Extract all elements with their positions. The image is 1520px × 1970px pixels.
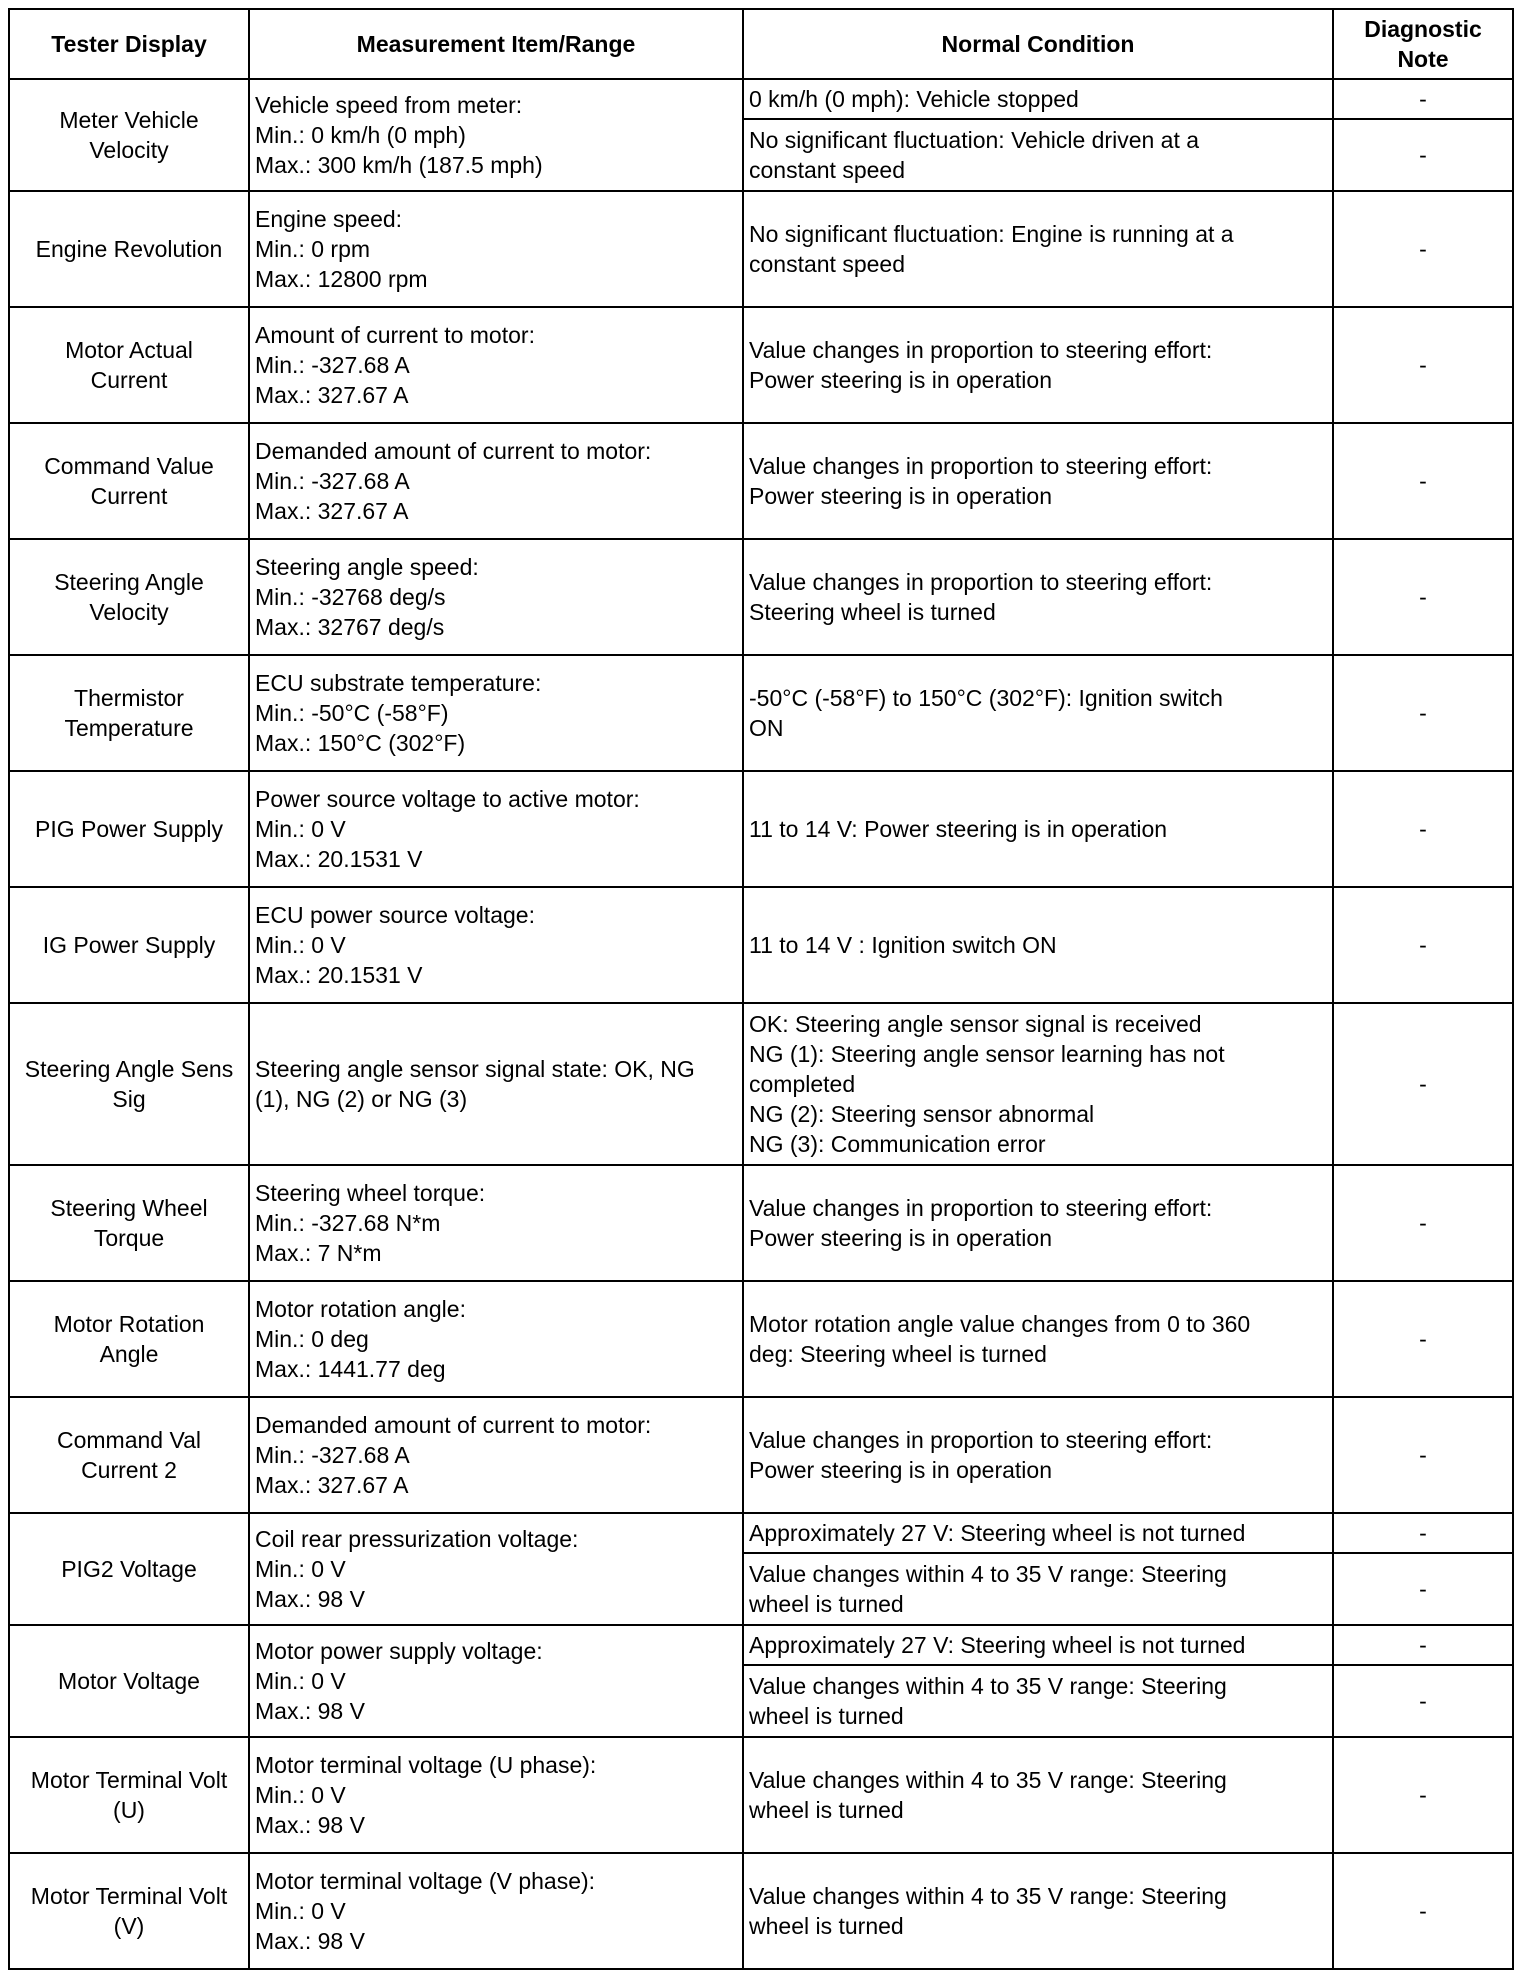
tester-display-line: Steering Wheel xyxy=(50,1195,208,1221)
measurement-line: Max.: 20.1531 V xyxy=(255,846,423,872)
table-row xyxy=(9,1513,1513,1553)
diagnostic-note-cell: - xyxy=(1333,1553,1513,1625)
diagnostic-note-cell: - xyxy=(1333,1665,1513,1737)
header-note-line: Note xyxy=(1397,46,1449,72)
condition-line: Approximately 27 V: Steering wheel is not turned xyxy=(749,1632,1246,1658)
measurement-line: Max.: 98 V xyxy=(255,1928,365,1954)
measurement-line: Demanded amount of current to motor: xyxy=(255,438,652,464)
diagnostic-note-cell: - xyxy=(1333,1397,1513,1513)
tester-display-cell xyxy=(9,1397,249,1513)
measurement-line: Min.: 0 V xyxy=(255,932,346,958)
tester-display-line: Current xyxy=(90,367,168,393)
tester-display-line: (U) xyxy=(113,1797,145,1823)
measurement-line: Min.: 0 V xyxy=(255,1668,346,1694)
condition-line: Power steering is in operation xyxy=(749,1225,1052,1251)
condition-line: Value changes in proportion to steering effort: xyxy=(749,569,1213,595)
measurement-line: Coil rear pressurization voltage: xyxy=(255,1526,579,1552)
condition-line: wheel is turned xyxy=(749,1797,904,1823)
condition-line: Value changes within 4 to 35 V range: Steering xyxy=(749,1883,1227,1909)
normal-condition-cell xyxy=(743,423,1333,539)
measurement-line: Engine speed: xyxy=(255,206,403,232)
measurement-line: Min.: 0 V xyxy=(255,816,346,842)
table-row xyxy=(9,1003,1513,1165)
tester-display-cell xyxy=(9,771,249,887)
tester-display-cell xyxy=(9,191,249,307)
measurement-cell xyxy=(249,887,743,1003)
normal-condition-cell xyxy=(743,1397,1333,1513)
condition-line: Power steering is in operation xyxy=(749,367,1052,393)
measurement-line: Max.: 98 V xyxy=(255,1812,365,1838)
tester-display-cell xyxy=(9,539,249,655)
normal-condition-cell xyxy=(743,1665,1333,1737)
table-row xyxy=(9,539,1513,655)
condition-line: NG (3): Communication error xyxy=(749,1131,1046,1157)
measurement-line: Min.: 0 km/h (0 mph) xyxy=(255,122,466,148)
measurement-line: Min.: -327.68 A xyxy=(255,352,410,378)
normal-condition-cell xyxy=(743,1165,1333,1281)
measurement-line: Min.: -50°C (-58°F) xyxy=(255,700,449,726)
diagnostic-note-cell: - xyxy=(1333,307,1513,423)
diagnostic-note-cell: - xyxy=(1333,119,1513,191)
measurement-line: Min.: 0 V xyxy=(255,1898,346,1924)
table-row xyxy=(9,771,1513,887)
table-row xyxy=(9,1281,1513,1397)
measurement-line: Demanded amount of current to motor: xyxy=(255,1412,652,1438)
measurement-line: ECU substrate temperature: xyxy=(255,670,542,696)
condition-line: wheel is turned xyxy=(749,1703,904,1729)
measurement-line: Vehicle speed from meter: xyxy=(255,92,523,118)
condition-line: completed xyxy=(749,1071,856,1097)
condition-line: wheel is turned xyxy=(749,1913,904,1939)
normal-condition-cell xyxy=(743,1625,1333,1665)
tester-display-line: Steering Angle Sens xyxy=(24,1056,234,1082)
measurement-line: Max.: 20.1531 V xyxy=(255,962,423,988)
measurement-cell xyxy=(249,1625,743,1737)
tester-display-line: Command Value xyxy=(44,453,214,479)
diagnostic-note-cell: - xyxy=(1333,1737,1513,1853)
normal-condition-cell xyxy=(743,1737,1333,1853)
measurement-line: Max.: 32767 deg/s xyxy=(255,614,445,640)
normal-condition-cell xyxy=(743,539,1333,655)
diagnostic-note-cell: - xyxy=(1333,1853,1513,1969)
normal-condition-cell xyxy=(743,1281,1333,1397)
tester-display-line: Current 2 xyxy=(81,1457,177,1483)
table-row xyxy=(9,655,1513,771)
condition-line: constant speed xyxy=(749,157,906,183)
tester-display-line: Command Val xyxy=(56,1427,202,1453)
tester-display-cell xyxy=(9,1737,249,1853)
tester-display-line: Current xyxy=(90,483,168,509)
tester-display-cell xyxy=(9,307,249,423)
measurement-line: Min.: 0 deg xyxy=(255,1326,369,1352)
tester-display-cell xyxy=(9,655,249,771)
tester-display-cell xyxy=(9,1003,249,1165)
condition-line: Value changes within 4 to 35 V range: Steering xyxy=(749,1767,1227,1793)
diagnostic-note-cell: - xyxy=(1333,887,1513,1003)
tester-display-cell xyxy=(9,1281,249,1397)
measurement-line: Min.: 0 V xyxy=(255,1782,346,1808)
normal-condition-cell xyxy=(743,307,1333,423)
tester-display-line: Sig xyxy=(112,1086,146,1112)
measurement-line: Max.: 7 N*m xyxy=(255,1240,382,1266)
measurement-line: Min.: -327.68 A xyxy=(255,468,410,494)
tester-display-line: (V) xyxy=(113,1913,145,1939)
condition-line: ON xyxy=(749,715,784,741)
header-note-line: Diagnostic xyxy=(1364,16,1482,42)
tester-display-line: Motor Voltage xyxy=(58,1668,200,1694)
header-measurement: Measurement Item/Range xyxy=(249,9,743,79)
header-row xyxy=(9,9,1513,79)
diagnostic-note-cell: - xyxy=(1333,1003,1513,1165)
tester-display-line: Velocity xyxy=(89,137,169,163)
measurement-line: Max.: 12800 rpm xyxy=(255,266,428,292)
normal-condition-cell xyxy=(743,655,1333,771)
condition-line: NG (2): Steering sensor abnormal xyxy=(749,1101,1095,1127)
measurement-line: Min.: 0 rpm xyxy=(255,236,371,262)
table-row xyxy=(9,1853,1513,1969)
diagnostic-note-cell: - xyxy=(1333,1165,1513,1281)
measurement-line: Steering wheel torque: xyxy=(255,1180,486,1206)
table-row xyxy=(9,1625,1513,1665)
tester-display-line: Engine Revolution xyxy=(35,236,223,262)
measurement-line: Amount of current to motor: xyxy=(255,322,535,348)
condition-line: Value changes in proportion to steering effort: xyxy=(749,1195,1213,1221)
tester-display-line: Steering Angle xyxy=(54,569,204,595)
tester-display-line: Meter Vehicle xyxy=(59,107,199,133)
tester-display-line: Angle xyxy=(99,1341,159,1367)
diagnostic-note-cell: - xyxy=(1333,1625,1513,1665)
condition-line: 11 to 14 V: Power steering is in operation xyxy=(749,816,1168,842)
condition-line: Value changes in proportion to steering effort: xyxy=(749,337,1213,363)
condition-line: 11 to 14 V : Ignition switch ON xyxy=(749,932,1057,958)
measurement-line: Min.: -327.68 N*m xyxy=(255,1210,441,1236)
condition-line: deg: Steering wheel is turned xyxy=(749,1341,1047,1367)
measurement-cell xyxy=(249,1165,743,1281)
normal-condition-cell xyxy=(743,1553,1333,1625)
tester-display-line: Motor Rotation xyxy=(53,1311,205,1337)
diagnostic-note-cell: - xyxy=(1333,655,1513,771)
measurement-line: Min.: 0 V xyxy=(255,1556,346,1582)
tester-display-cell xyxy=(9,79,249,191)
tester-display-line: Thermistor xyxy=(74,685,184,711)
measurement-cell xyxy=(249,1737,743,1853)
measurement-line: Motor terminal voltage (V phase): xyxy=(255,1868,596,1894)
table-row xyxy=(9,307,1513,423)
condition-line: Power steering is in operation xyxy=(749,1457,1052,1483)
measurement-line: Motor rotation angle: xyxy=(255,1296,466,1322)
condition-line: NG (1): Steering angle sensor learning has not xyxy=(749,1041,1225,1067)
condition-line: Value changes in proportion to steering effort: xyxy=(749,453,1213,479)
measurement-cell xyxy=(249,307,743,423)
tester-display-line: Temperature xyxy=(64,715,194,741)
tester-display-line: Motor Actual xyxy=(65,337,193,363)
measurement-cell xyxy=(249,423,743,539)
table-row xyxy=(9,1165,1513,1281)
tester-display-line: Motor Terminal Volt xyxy=(30,1883,228,1909)
tester-display-cell xyxy=(9,1625,249,1737)
measurement-line: Max.: 327.67 A xyxy=(255,1472,409,1498)
normal-condition-cell xyxy=(743,79,1333,119)
condition-line: No significant fluctuation: Engine is running at a xyxy=(749,221,1234,247)
measurement-cell xyxy=(249,1397,743,1513)
measurement-line: Max.: 327.67 A xyxy=(255,382,409,408)
tester-display-line: Velocity xyxy=(89,599,169,625)
tester-display-cell xyxy=(9,1165,249,1281)
diagnostic-note-cell: - xyxy=(1333,79,1513,119)
diagnostic-note-cell: - xyxy=(1333,771,1513,887)
diagnostic-note-cell: - xyxy=(1333,539,1513,655)
diagnostic-note-cell: - xyxy=(1333,1513,1513,1553)
measurement-line: Max.: 98 V xyxy=(255,1698,365,1724)
measurement-cell xyxy=(249,771,743,887)
normal-condition-cell xyxy=(743,771,1333,887)
table-row xyxy=(9,1397,1513,1513)
tester-display-line: Torque xyxy=(93,1225,165,1251)
table-row xyxy=(9,79,1513,119)
measurement-line: Max.: 98 V xyxy=(255,1586,365,1612)
table-row xyxy=(9,191,1513,307)
diagnostic-note-cell: - xyxy=(1333,191,1513,307)
measurement-line: (1), NG (2) or NG (3) xyxy=(255,1086,468,1112)
measurement-line: Steering angle sensor signal state: OK, NG xyxy=(255,1056,695,1082)
condition-line: Value changes within 4 to 35 V range: Steering xyxy=(749,1561,1227,1587)
measurement-line: Min.: -32768 deg/s xyxy=(255,584,446,610)
table-row xyxy=(9,887,1513,1003)
tester-display-cell xyxy=(9,887,249,1003)
tester-display-cell xyxy=(9,423,249,539)
header-tester-display: Tester Display xyxy=(9,9,249,79)
condition-line: Motor rotation angle value changes from 0 to 360 xyxy=(749,1311,1251,1337)
condition-line: 0 km/h (0 mph): Vehicle stopped xyxy=(749,86,1079,112)
condition-line: Value changes in proportion to steering effort: xyxy=(749,1427,1213,1453)
spec-table-container xyxy=(8,8,1512,1970)
condition-line: No significant fluctuation: Vehicle driven at a xyxy=(749,127,1200,153)
condition-line: OK: Steering angle sensor signal is received xyxy=(749,1011,1202,1037)
measurement-line: Max.: 327.67 A xyxy=(255,498,409,524)
measurement-cell xyxy=(249,655,743,771)
measurement-cell xyxy=(249,1003,743,1165)
normal-condition-cell xyxy=(743,119,1333,191)
tester-display-cell xyxy=(9,1513,249,1625)
measurement-line: Max.: 150°C (302°F) xyxy=(255,730,466,756)
measurement-line: Steering angle speed: xyxy=(255,554,479,580)
tester-display-line: PIG Power Supply xyxy=(35,816,223,842)
measurement-line: Max.: 1441.77 deg xyxy=(255,1356,446,1382)
data-list-table xyxy=(8,8,1514,1970)
diagnostic-note-cell: - xyxy=(1333,423,1513,539)
tester-display-line: PIG2 Voltage xyxy=(61,1556,197,1582)
normal-condition-cell xyxy=(743,1853,1333,1969)
measurement-line: ECU power source voltage: xyxy=(255,902,535,928)
normal-condition-cell xyxy=(743,1513,1333,1553)
condition-line: Value changes within 4 to 35 V range: Steering xyxy=(749,1673,1227,1699)
tester-display-cell xyxy=(9,1853,249,1969)
measurement-cell xyxy=(249,539,743,655)
condition-line: Power steering is in operation xyxy=(749,483,1052,509)
condition-line: Steering wheel is turned xyxy=(749,599,996,625)
normal-condition-cell xyxy=(743,191,1333,307)
condition-line: constant speed xyxy=(749,251,906,277)
diagnostic-note-cell: - xyxy=(1333,1281,1513,1397)
tester-display-line: Motor Terminal Volt xyxy=(30,1767,228,1793)
condition-line: -50°C (-58°F) to 150°C (302°F): Ignition switch xyxy=(749,685,1223,711)
condition-line: wheel is turned xyxy=(749,1591,904,1617)
measurement-line: Min.: -327.68 A xyxy=(255,1442,410,1468)
measurement-cell xyxy=(249,191,743,307)
condition-line: Approximately 27 V: Steering wheel is not turned xyxy=(749,1520,1246,1546)
table-body xyxy=(9,79,1513,1969)
header-diagnostic-note xyxy=(1333,9,1513,79)
measurement-cell xyxy=(249,1281,743,1397)
measurement-line: Motor terminal voltage (U phase): xyxy=(255,1752,597,1778)
measurement-line: Power source voltage to active motor: xyxy=(255,786,640,812)
measurement-line: Motor power supply voltage: xyxy=(255,1638,543,1664)
header-normal-condition: Normal Condition xyxy=(743,9,1333,79)
normal-condition-cell xyxy=(743,1003,1333,1165)
measurement-cell xyxy=(249,79,743,191)
tester-display-line: IG Power Supply xyxy=(42,932,216,958)
measurement-line: Max.: 300 km/h (187.5 mph) xyxy=(255,152,543,178)
table-row xyxy=(9,423,1513,539)
measurement-cell xyxy=(249,1513,743,1625)
measurement-cell xyxy=(249,1853,743,1969)
normal-condition-cell xyxy=(743,887,1333,1003)
table-row xyxy=(9,1737,1513,1853)
